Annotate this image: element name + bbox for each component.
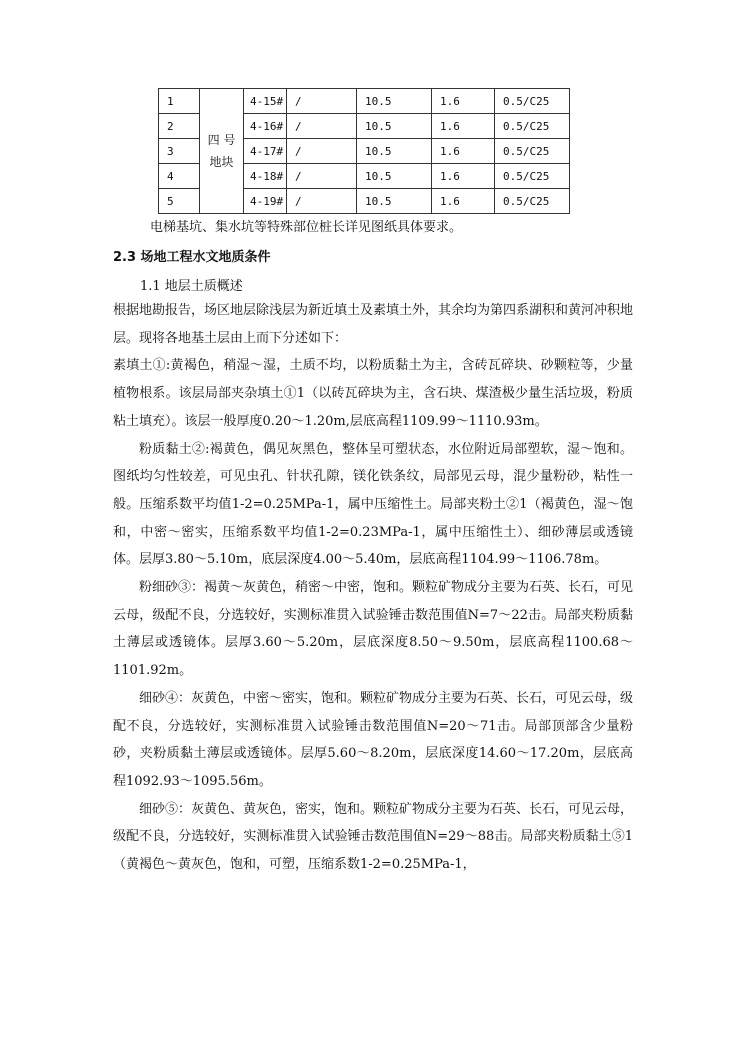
value-cell: 10.5 <box>357 114 432 139</box>
value-cell: 1.6 <box>432 89 495 114</box>
row-number: 5 <box>159 189 200 214</box>
subsection-heading: 1.1 地层土质概述 <box>140 279 243 294</box>
value-cell: 1.6 <box>432 164 495 189</box>
slash-cell: / <box>287 89 357 114</box>
value-cell: 1.6 <box>432 139 495 164</box>
value-cell: 0.5/C25 <box>495 139 570 164</box>
value-cell: 10.5 <box>357 139 432 164</box>
paragraph-intro: 根据地勘报告，场区地层除浅层为新近填土及素填土外，其余均为第四系湖积和黄河冲积地层。现将各地基土层由上而下分述如下： <box>113 303 634 346</box>
pile-id: 4-15# <box>244 89 287 114</box>
slash-cell: / <box>287 189 357 214</box>
body-text <box>113 297 633 879</box>
pile-id: 4-19# <box>244 189 287 214</box>
pile-id: 4-18# <box>244 164 287 189</box>
row-number: 4 <box>159 164 200 189</box>
row-number: 2 <box>159 114 200 139</box>
paragraph-silty-fine-sand: 粉细砂③：褐黄～灰黄色，稍密～中密，饱和。颗粒矿物成分主要为石英、长石，可见云母，级配不良，分选较好，实测标准贯入试验锤击数范围值N=7～22击。局部夹粉质黏土薄层或透镜体。层厚3.60～5.20m，层底深度8.50～9.50m，层底高程1100.68～1101.92m。 <box>113 580 634 679</box>
paragraph-fine-sand-4: 细砂④：灰黄色，中密～密实，饱和。颗粒矿物成分主要为石英、长石，可见云母，级配不良，分选较好，实测标准贯入试验锤击数范围值N=20～71击。局部顶部含少量粉砂，夹粉质黏土薄层或透镜体。层厚5.60～8.20m，层底深度14.60～17.20m，层底高程1092.93～1095.56m。 <box>113 690 634 789</box>
table-row <box>159 89 570 114</box>
value-cell: 0.5/C25 <box>495 164 570 189</box>
row-number: 3 <box>159 139 200 164</box>
value-cell: 0.5/C25 <box>495 89 570 114</box>
pile-id: 4-16# <box>244 114 287 139</box>
value-cell: 10.5 <box>357 164 432 189</box>
slash-cell: / <box>287 139 357 164</box>
pile-id: 4-17# <box>244 139 287 164</box>
paragraph-fill-soil: 素填土①:黄褐色，稍湿～湿，土质不均，以粉质黏土为主，含砖瓦碎块、砂颗粒等，少量植物根系。该层局部夹杂填土①1（以砖瓦碎块为主，含石块、煤渣极少量生活垃圾，粉质粘土填充）。该层一般厚度0.20～1.20m,层底高程1109.99～1110.93m。 <box>113 358 633 429</box>
paragraph-silty-clay: 粉质黏土②:褐黄色，偶见灰黑色，整体呈可塑状态，水位附近局部塑软，湿～饱和。图纸均匀性较差，可见虫孔、针状孔隙，镁化铁条纹，局部见云母，混少量粉砂，粘性一般。压缩系数平均值1-2=0.25MPa-1，属中压缩性土。局部夹粉土②1（褐黄色，湿～饱和，中密～密实，压缩系数平均值1-2=0.23MPa-1，属中压缩性土）、细砂薄层或透镜体。层厚3.80～5.10m，底层深度4.00～5.40m，层底高程1104.99～1106.78m。 <box>113 441 633 568</box>
value-cell: 10.5 <box>357 189 432 214</box>
pile-table <box>158 88 570 214</box>
value-cell: 0.5/C25 <box>495 114 570 139</box>
section-heading: 2.3 场地工程水文地质条件 <box>113 250 271 265</box>
slash-cell: / <box>287 114 357 139</box>
value-cell: 1.6 <box>432 189 495 214</box>
value-cell: 1.6 <box>432 114 495 139</box>
table-note: 电梯基坑、集水坑等特殊部位桩长详见图纸具体要求。 <box>150 220 463 235</box>
value-cell: 0.5/C25 <box>495 189 570 214</box>
row-number: 1 <box>159 89 200 114</box>
value-cell: 10.5 <box>357 89 432 114</box>
paragraph-fine-sand-5: 细砂⑤：灰黄色、黄灰色，密实，饱和。颗粒矿物成分主要为石英、长石，可见云母，级配不良，分选较好，实测标准贯入试验锤击数范围值N=29～88击。局部夹粉质黏土⑤1（黄褐色～黄灰色，饱和，可塑，压缩系数1-2=0.25MPa-1， <box>113 801 634 873</box>
slash-cell: / <box>287 164 357 189</box>
block-label: 四 号 地块 <box>200 89 244 214</box>
